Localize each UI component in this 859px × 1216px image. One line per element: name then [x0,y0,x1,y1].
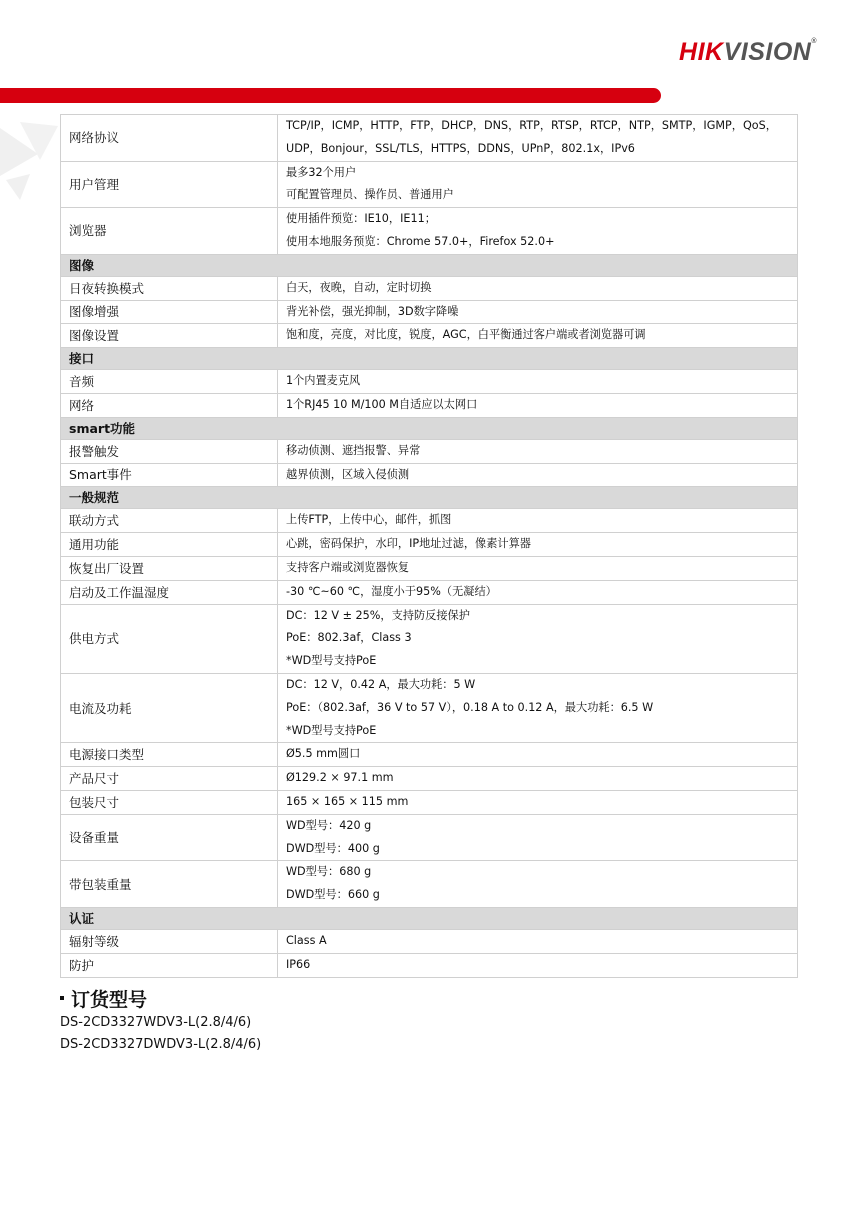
spec-value [278,673,798,742]
spec-value [278,393,798,417]
section-header: smart功能 [61,417,798,439]
spec-key: 网络 [61,393,278,417]
spec-row [61,463,798,487]
spec-row [61,929,798,953]
spec-key: 报警触发 [61,439,278,463]
section-header: 接口 [61,348,798,370]
spec-key: 音频 [61,370,278,394]
spec-value [278,439,798,463]
spec-key: 电源接口类型 [61,743,278,767]
spec-value-line: DWD型号：660 g [286,888,380,902]
spec-key: 用户管理 [61,161,278,208]
spec-row [61,208,798,255]
spec-row [61,604,798,673]
section-header-row [61,254,798,276]
spec-value-line: TCP/IP，ICMP，HTTP，FTP，DHCP，DNS，RTP，RTSP，RTCP，NTP，SMTP，IGMP，QoS， [286,119,777,132]
spec-value-line: 1个RJ45 10 M/100 M自适应以太网口 [286,397,478,411]
spec-row [61,673,798,742]
spec-row [61,580,798,604]
spec-value-line: 165 × 165 × 115 mm [286,794,409,808]
spec-value-line: 上传FTP，上传中心，邮件，抓图 [286,513,452,527]
section-header-row [61,417,798,439]
spec-value-line: UDP，Bonjour，SSL/TLS，HTTPS，DDNS，UPnP，802.1x，IPv6 [286,141,635,155]
spec-row [61,767,798,791]
spec-key: 联动方式 [61,509,278,533]
brand-logo-part1: HIK [679,38,724,66]
spec-value-line: 最多32个用户 [286,165,357,179]
spec-value [278,300,798,324]
brand-logo-part2: VISION [723,38,812,66]
spec-value-line: *WD型号支持PoE [286,654,377,668]
spec-value-line: PoE：802.3af，Class 3 [286,631,412,645]
spec-row [61,743,798,767]
spec-value-line: 支持客户端或浏览器恢复 [286,560,410,574]
section-header: 认证 [61,907,798,929]
spec-value-line: 移动侦测、遮挡报警、异常 [286,443,421,457]
order-model: DS-2CD3327WDV3-L(2.8/4/6) [60,1015,252,1030]
spec-value-line: PoE：（802.3af，36 V to 57 V），0.18 A to 0.12 A，最大功耗：6.5 W [286,700,654,714]
spec-value [278,580,798,604]
spec-value-line: -30 ℃~60 ℃，湿度小于95%（无凝结） [286,584,497,598]
spec-value [278,208,798,255]
spec-value-line: *WD型号支持PoE [286,723,377,737]
brand-logo-mark: ® [811,38,817,45]
spec-value-line: Ø5.5 mm圆口 [286,747,361,761]
spec-key: 防护 [61,953,278,977]
bullet-icon [60,996,64,1000]
spec-key: 带包装重量 [61,861,278,908]
spec-row [61,370,798,394]
spec-key: Smart事件 [61,463,278,487]
spec-value-line: IP66 [286,957,311,971]
spec-value-line: 背光补偿，强光抑制，3D数字降噪 [286,304,459,318]
spec-value-line: 心跳，密码保护，水印，IP地址过滤，像素计算器 [286,537,531,551]
spec-value-line: WD型号：680 g [286,865,372,879]
spec-key: 图像增强 [61,300,278,324]
brand-logo [679,38,817,67]
spec-row [61,324,798,348]
spec-value [278,509,798,533]
spec-row [61,439,798,463]
spec-row [61,953,798,977]
spec-row [61,814,798,861]
spec-value [278,790,798,814]
order-model: DS-2CD3327DWDV3-L(2.8/4/6) [60,1037,262,1052]
spec-table [60,114,798,978]
spec-value-line: WD型号：420 g [286,818,372,832]
spec-row [61,300,798,324]
order-section [60,984,261,1056]
spec-value [278,929,798,953]
spec-row [61,533,798,557]
spec-value [278,604,798,673]
spec-value [278,161,798,208]
spec-key: 通用功能 [61,533,278,557]
section-header-row [61,487,798,509]
spec-row [61,161,798,208]
spec-key: 日夜转换模式 [61,276,278,300]
spec-value-line: 白天，夜晚，自动，定时切换 [286,280,432,294]
spec-row [61,861,798,908]
spec-row [61,790,798,814]
spec-row [61,556,798,580]
spec-value [278,324,798,348]
header-red-bar [0,88,661,103]
spec-value [278,861,798,908]
spec-value-line: Class A [286,933,327,947]
spec-key: 恢复出厂设置 [61,556,278,580]
order-title [60,984,261,1012]
spec-value-line: 可配置管理员、操作员、普通用户 [286,188,454,202]
spec-value [278,814,798,861]
spec-key: 设备重量 [61,814,278,861]
section-header-row [61,348,798,370]
spec-value [278,953,798,977]
section-header: 一般规范 [61,487,798,509]
spec-value-line: Ø129.2 × 97.1 mm [286,771,394,785]
spec-key: 产品尺寸 [61,767,278,791]
spec-key: 包装尺寸 [61,790,278,814]
section-header-row [61,907,798,929]
spec-key: 网络协议 [61,115,278,162]
spec-value-line: 1个内置麦克风 [286,374,361,388]
spec-value-line: DWD型号：400 g [286,841,380,855]
spec-value [278,115,798,162]
spec-value [278,743,798,767]
spec-value [278,533,798,557]
spec-value [278,556,798,580]
spec-key: 启动及工作温湿度 [61,580,278,604]
spec-value-line: 使用本地服务预览：Chrome 57.0+，Firefox 52.0+ [286,234,555,248]
spec-value [278,463,798,487]
spec-value-line: 使用插件预览：IE10，IE11； [286,212,436,226]
spec-value-line: DC：12 V ± 25%，支持防反接保护 [286,608,470,622]
spec-row [61,115,798,162]
spec-row [61,276,798,300]
spec-row [61,393,798,417]
section-header: 图像 [61,254,798,276]
order-title-text: 订货型号 [71,988,148,1011]
spec-value-line: 越界侦测，区域入侵侦测 [286,467,410,481]
spec-key: 图像设置 [61,324,278,348]
spec-value [278,276,798,300]
spec-value-line: DC：12 V，0.42 A，最大功耗：5 W [286,677,476,691]
spec-row [61,509,798,533]
spec-key: 电流及功耗 [61,673,278,742]
spec-key: 浏览器 [61,208,278,255]
spec-key: 供电方式 [61,604,278,673]
spec-value [278,370,798,394]
spec-key: 辐射等级 [61,929,278,953]
spec-value [278,767,798,791]
spec-value-line: 饱和度，亮度，对比度，锐度，AGC，白平衡通过客户端或者浏览器可调 [286,328,646,342]
